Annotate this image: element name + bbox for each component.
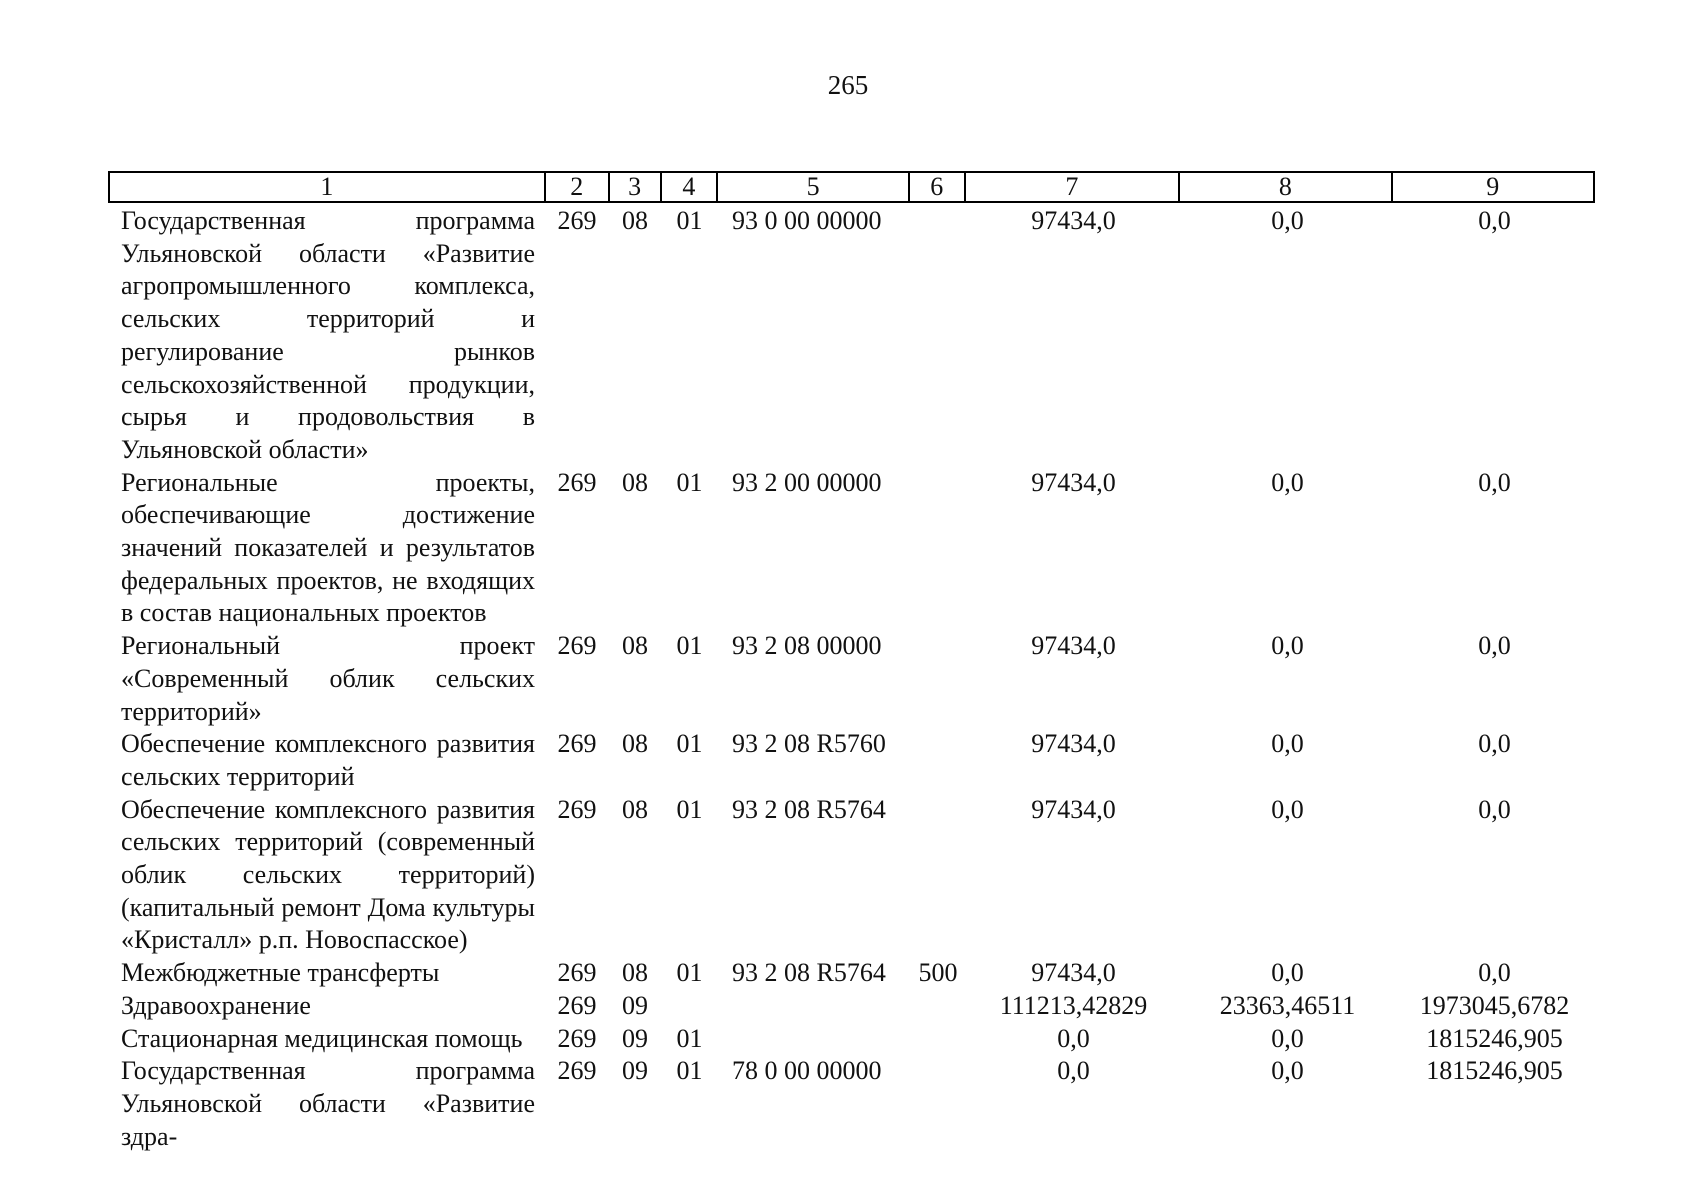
- table-row: [108, 728, 1595, 793]
- cell-col-2: 269: [557, 1056, 597, 1086]
- cell-col-5: 93 2 08 R5764: [732, 794, 886, 824]
- cell-col-3: 08: [622, 206, 648, 235]
- cell-col-5: 93 2 08 R5760: [732, 729, 886, 759]
- header-col-7: 7: [966, 173, 1180, 201]
- cell-col-5: 93 2 08 R5764: [732, 958, 886, 988]
- row-name: Региональный проект «Современный облик сельских территорий»: [121, 631, 535, 726]
- cell-col-4: 01: [676, 794, 703, 824]
- cell-col-6: [910, 1023, 966, 1056]
- table-row: [108, 1055, 1595, 1153]
- table-row: [108, 630, 1595, 728]
- row-name: Межбюджетные трансферты: [121, 958, 440, 988]
- cell-col-6: [910, 794, 966, 958]
- cell-col-2: 269: [557, 206, 597, 235]
- cell-col-9: 1973045,6782: [1419, 990, 1570, 1020]
- cell-col-7: 97434,0: [1031, 729, 1116, 759]
- table-header: [108, 171, 1595, 203]
- cell-col-5: [718, 990, 910, 1023]
- header-col-5: 5: [718, 173, 909, 201]
- table-row: [108, 957, 1595, 990]
- cell-col-7: 0,0: [1057, 1023, 1090, 1053]
- table-body: [108, 205, 1595, 1153]
- cell-col-4: 01: [676, 206, 703, 235]
- cell-col-6: [910, 467, 966, 631]
- cell-col-8: 23363,46511: [1219, 990, 1356, 1020]
- cell-col-5: 93 2 08 00000: [732, 631, 882, 661]
- cell-col-7: 97434,0: [1031, 467, 1116, 497]
- cell-col-8: 0,0: [1271, 1056, 1304, 1086]
- cell-col-2: 269: [557, 467, 597, 497]
- cell-col-9: 0,0: [1478, 631, 1511, 661]
- cell-col-7: 0,0: [1057, 1056, 1090, 1086]
- cell-col-3: 08: [622, 729, 648, 759]
- cell-col-2: 269: [557, 990, 597, 1020]
- cell-col-4: 01: [676, 958, 703, 988]
- cell-col-4: 01: [676, 1056, 703, 1086]
- header-col-1: 1: [110, 173, 546, 201]
- row-name: Государственная программа Ульяновской области «Развитие здра-: [121, 1056, 535, 1151]
- cell-col-3: 08: [622, 958, 648, 988]
- cell-col-9: 0,0: [1478, 794, 1511, 824]
- table-row: [108, 990, 1595, 1023]
- cell-col-9: 0,0: [1478, 206, 1511, 235]
- cell-col-8: 0,0: [1271, 958, 1304, 988]
- cell-col-6: [910, 990, 966, 1023]
- cell-col-3: 08: [622, 467, 648, 497]
- cell-col-6: 500: [918, 958, 958, 988]
- cell-col-4: 01: [676, 467, 703, 497]
- cell-col-7: 111213,42829: [999, 990, 1148, 1020]
- header-col-6: 6: [910, 173, 966, 201]
- cell-col-8: 0,0: [1271, 631, 1304, 661]
- cell-col-3: 09: [622, 1023, 648, 1053]
- cell-col-5: [718, 1023, 910, 1056]
- header-col-4: 4: [662, 173, 719, 201]
- cell-col-8: 0,0: [1271, 729, 1304, 759]
- cell-col-2: 269: [557, 794, 597, 824]
- cell-col-3: 08: [622, 794, 648, 824]
- row-name: Региональные проекты, обеспечивающие достижение значений показателей и результатов федеральных проектов, не входящих в состав национальных проектов: [121, 467, 535, 628]
- cell-col-8: 0,0: [1271, 1023, 1304, 1053]
- cell-col-6: [910, 728, 966, 793]
- cell-col-9: 1815246,905: [1426, 1023, 1563, 1053]
- cell-col-2: 269: [557, 1023, 597, 1053]
- cell-col-3: 09: [622, 1056, 648, 1086]
- cell-col-9: 0,0: [1478, 958, 1511, 988]
- header-col-9: 9: [1486, 172, 1500, 201]
- header-col-2: 2: [546, 173, 610, 201]
- cell-col-4: 01: [676, 1023, 703, 1053]
- table-row: [108, 205, 1595, 467]
- row-name: Обеспечение комплексного развития сельских территорий (современный облик сельских территорий) (капитальный ремонт Дома культуры «Кристалл» р.п. Новоспасское): [121, 794, 535, 955]
- cell-col-5: 78 0 00 00000: [732, 1056, 882, 1086]
- table-row: [108, 1023, 1595, 1056]
- cell-col-4: 01: [676, 631, 703, 661]
- cell-col-9: 0,0: [1478, 729, 1511, 759]
- cell-col-8: 0,0: [1271, 794, 1304, 824]
- cell-col-5: 93 2 00 00000: [732, 467, 882, 497]
- row-name: Здравоохранение: [121, 990, 311, 1020]
- cell-col-5: 93 0 00 00000: [732, 206, 882, 235]
- cell-col-7: 97434,0: [1031, 794, 1116, 824]
- table-row: [108, 794, 1595, 958]
- cell-col-2: 269: [557, 631, 597, 661]
- header-col-8: 8: [1180, 173, 1392, 201]
- row-name: Стационарная медицинская помощь: [121, 1023, 523, 1053]
- page-number: 265: [827, 70, 869, 100]
- cell-col-6: [910, 630, 966, 728]
- cell-col-7: 97434,0: [1031, 206, 1116, 235]
- row-name: Обеспечение комплексного развития сельских территорий: [121, 729, 535, 791]
- cell-col-7: 97434,0: [1031, 631, 1116, 661]
- cell-col-4: [661, 990, 718, 1023]
- cell-col-7: 97434,0: [1031, 958, 1116, 988]
- cell-col-3: 09: [622, 990, 648, 1020]
- row-name: Государственная программа Ульяновской области «Развитие агропромышленного комплекса, сельских территорий и регулирование рынков сельскохозяйственной продукции, сырья и продовольствия в Ульяновской области»: [121, 206, 535, 464]
- cell-col-3: 08: [622, 631, 648, 661]
- cell-col-8: 0,0: [1271, 206, 1304, 235]
- header-col-3: 3: [610, 173, 662, 201]
- cell-col-4: 01: [676, 729, 703, 759]
- cell-col-2: 269: [557, 729, 597, 759]
- cell-col-8: 0,0: [1271, 467, 1304, 497]
- table-row: [108, 467, 1595, 631]
- cell-col-6: [910, 205, 966, 467]
- cell-col-9: 1815246,905: [1426, 1056, 1563, 1086]
- cell-col-2: 269: [557, 958, 597, 988]
- cell-col-9: 0,0: [1478, 467, 1511, 497]
- cell-col-6: [910, 1055, 966, 1153]
